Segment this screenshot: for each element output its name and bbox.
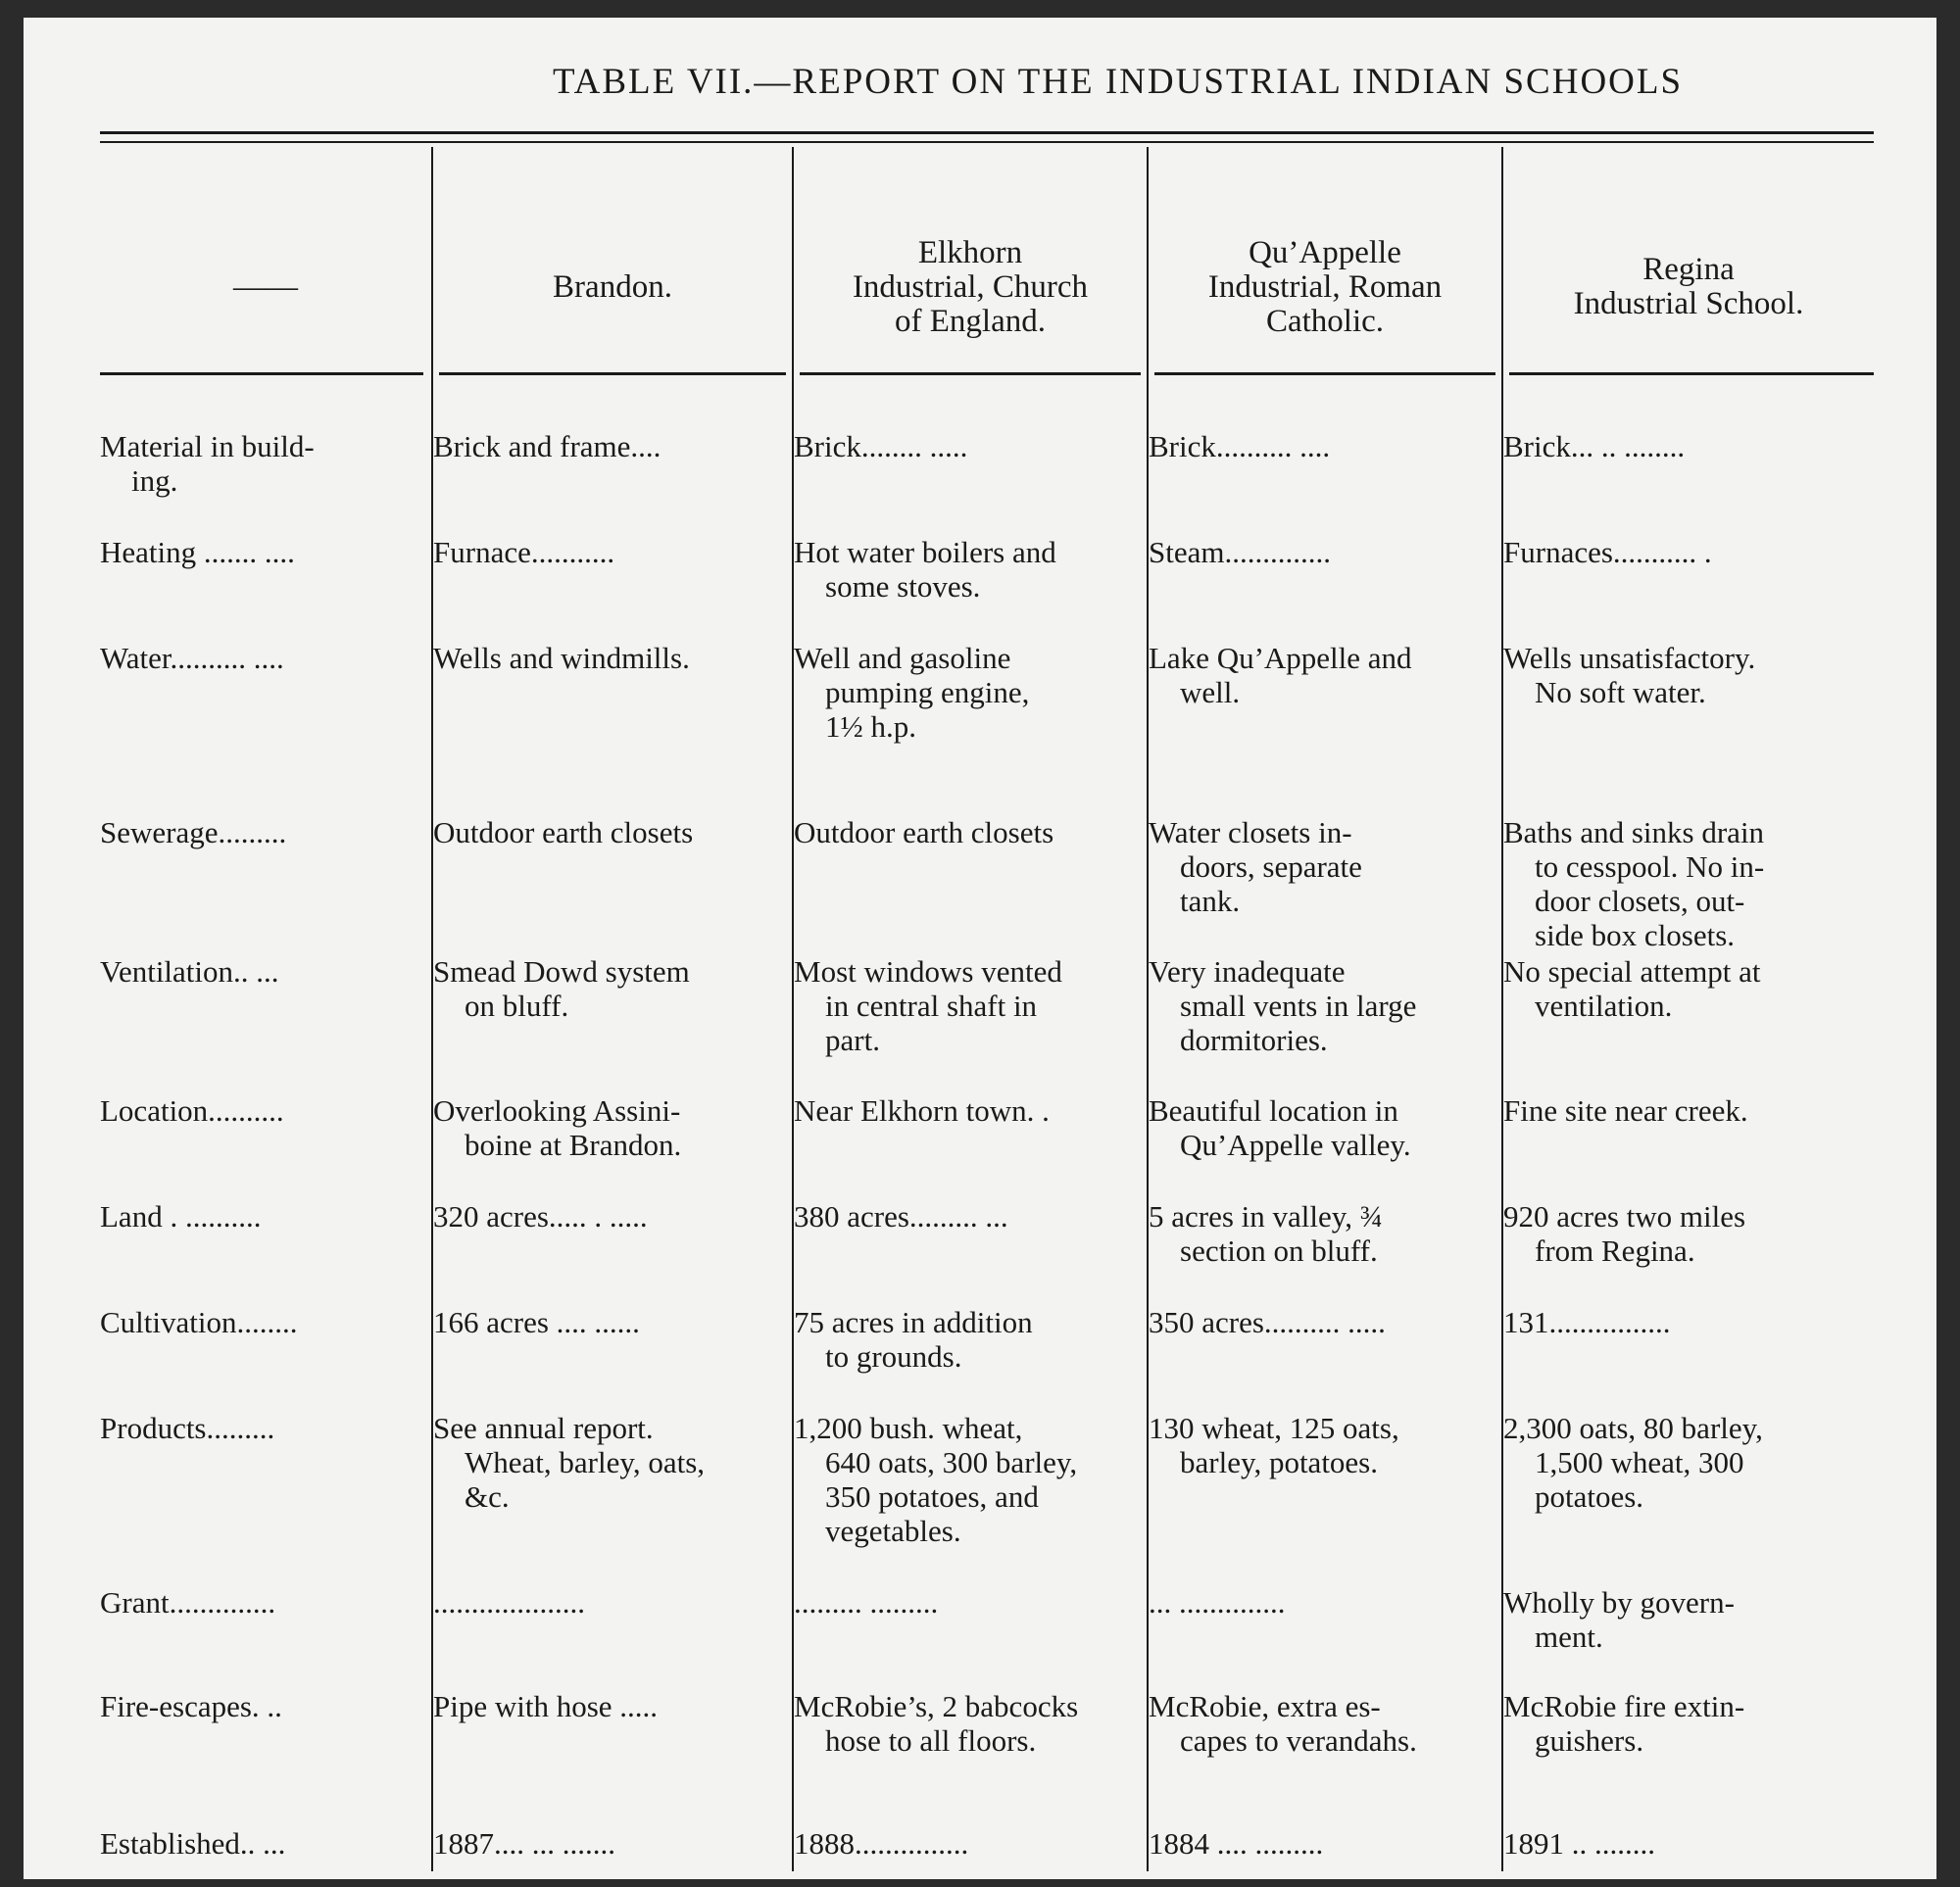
cell-brandon: Furnace...........	[433, 535, 615, 569]
top-rule-thin	[100, 141, 1874, 143]
cell-quappelle: ... ..............	[1149, 1585, 1286, 1620]
cell-elkhorn: Outdoor earth closets	[794, 815, 1054, 849]
row-label: Location..........	[100, 1093, 284, 1128]
cell-quappelle: Water closets in- doors, separate tank.	[1149, 815, 1362, 918]
cell-regina: Baths and sinks drain to cesspool. No in- door closets, out- side box closets.	[1503, 815, 1765, 952]
cell-brandon: Outdoor earth closets	[433, 815, 694, 849]
header-rule	[800, 372, 1141, 375]
cell-elkhorn: Near Elkhorn town. .	[794, 1093, 1050, 1128]
row-label: Heating ....... ....	[100, 535, 295, 569]
document-page	[24, 18, 1936, 1879]
header-brandon: Brandon.	[553, 268, 672, 305]
cell-brandon: Pipe with hose .....	[433, 1689, 659, 1723]
row-label: Fire-escapes. ..	[100, 1689, 282, 1723]
top-rule	[100, 131, 1874, 134]
cell-regina: Fine site near creek.	[1503, 1093, 1748, 1128]
cell-regina: 131................	[1503, 1305, 1671, 1339]
row-label: Sewerage.........	[100, 815, 287, 849]
cell-brandon: 166 acres .... ......	[433, 1305, 640, 1339]
table-title: TABLE VII.—REPORT ON THE INDUSTRIAL INDIAN SCHOOLS	[553, 62, 1684, 102]
cell-brandon: Smead Dowd system on bluff.	[433, 954, 690, 1023]
row-label: Land . ..........	[100, 1199, 262, 1234]
cell-quappelle: Brick.......... ....	[1149, 429, 1331, 463]
cell-quappelle: Steam..............	[1149, 535, 1331, 569]
cell-regina: 1891 .. ........	[1503, 1826, 1655, 1861]
cell-elkhorn: 75 acres in addition to grounds.	[794, 1305, 1033, 1374]
row-label: Water.......... ....	[100, 641, 284, 675]
row-label: Material in build- ing.	[100, 429, 315, 498]
cell-regina: Wells unsatisfactory. No soft water.	[1503, 641, 1756, 709]
cell-quappelle: McRobie, extra es- capes to verandahs.	[1149, 1689, 1417, 1758]
cell-quappelle: Very inadequate small vents in large dormitories.	[1149, 954, 1417, 1057]
cell-elkhorn: 1,200 bush. wheat, 640 oats, 300 barley, 350 potatoes, and vegetables.	[794, 1411, 1078, 1548]
cell-regina: 2,300 oats, 80 barley, 1,500 wheat, 300 potatoes.	[1503, 1411, 1763, 1514]
cell-regina: No special attempt at ventilation.	[1503, 954, 1761, 1023]
header-regina: Regina Industrial School.	[1573, 252, 1804, 321]
header-quappelle: Qu’Appelle Industrial, Roman Catholic.	[1207, 234, 1443, 339]
cell-quappelle: Lake Qu’Appelle and well.	[1149, 641, 1412, 709]
header-rule	[1509, 372, 1874, 375]
cell-regina: McRobie fire extin- guishers.	[1503, 1689, 1745, 1758]
header-rule	[1154, 372, 1495, 375]
cell-brandon: See annual report. Wheat, barley, oats, &c.	[433, 1411, 706, 1514]
cell-regina: Furnaces........... .	[1503, 535, 1712, 569]
cell-regina: Wholly by govern- ment.	[1503, 1585, 1735, 1654]
cell-quappelle: 1884 .... .........	[1149, 1826, 1324, 1861]
cell-regina: 920 acres two miles from Regina.	[1503, 1199, 1746, 1268]
header-elkhorn: Elkhorn Industrial, Church of England.	[852, 234, 1089, 339]
header-rule	[439, 372, 786, 375]
cell-brandon: Wells and windmills.	[433, 641, 690, 675]
cell-quappelle: 350 acres.......... .....	[1149, 1305, 1386, 1339]
cell-elkhorn: ......... .........	[794, 1585, 939, 1620]
cell-quappelle: 130 wheat, 125 oats, barley, potatoes.	[1149, 1411, 1399, 1479]
cell-brandon: ....................	[433, 1585, 585, 1620]
row-label: Products.........	[100, 1411, 275, 1445]
row-label: Ventilation.. ...	[100, 954, 279, 989]
cell-elkhorn: 380 acres......... ...	[794, 1199, 1008, 1234]
row-label: Grant..............	[100, 1585, 276, 1620]
row-label: Cultivation........	[100, 1305, 298, 1339]
header-rule	[100, 372, 423, 375]
cell-elkhorn: Brick........ .....	[794, 429, 968, 463]
cell-regina: Brick... .. ........	[1503, 429, 1686, 463]
cell-elkhorn: Hot water boilers and some stoves.	[794, 535, 1056, 604]
cell-elkhorn: Well and gasoline pumping engine, 1½ h.p.	[794, 641, 1030, 744]
cell-quappelle: 5 acres in valley, ¾ section on bluff.	[1149, 1199, 1384, 1268]
cell-brandon: Overlooking Assini- boine at Brandon.	[433, 1093, 682, 1162]
cell-elkhorn: Most windows vented in central shaft in part.	[794, 954, 1062, 1057]
cell-brandon: 1887.... ... .......	[433, 1826, 615, 1861]
header-blank: ——	[233, 268, 298, 305]
row-label: Established.. ...	[100, 1826, 286, 1861]
cell-elkhorn: McRobie’s, 2 babcocks hose to all floors.	[794, 1689, 1079, 1758]
cell-elkhorn: 1888...............	[794, 1826, 969, 1861]
cell-quappelle: Beautiful location in Qu’Appelle valley.	[1149, 1093, 1411, 1162]
cell-brandon: Brick and frame....	[433, 429, 662, 463]
cell-brandon: 320 acres..... . .....	[433, 1199, 648, 1234]
